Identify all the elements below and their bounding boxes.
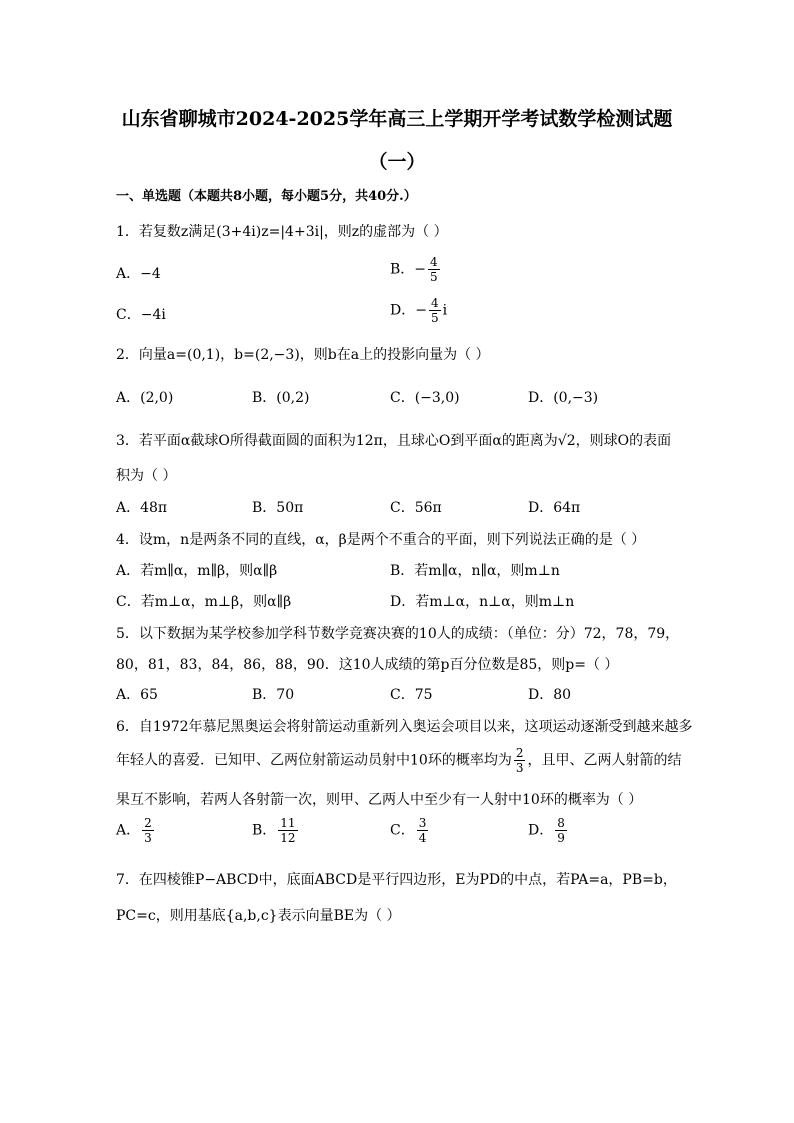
question-7-stem-line2: PC=c，则用基底{a,b,c}表示向量BE为（ ） xyxy=(116,908,401,924)
question-1-option-a: A．−4 xyxy=(116,266,161,282)
question-6-option-c xyxy=(390,816,430,845)
question-3-stem-line1: 3．若平面α截球O所得截面圆的面积为12π，且球心O到平面α的距离为√2，则球O的表面 xyxy=(116,433,672,449)
question-6-option-b xyxy=(252,816,300,845)
fraction xyxy=(142,816,154,845)
fraction xyxy=(428,255,440,284)
question-3-stem-line2: 积为（ ） xyxy=(116,468,177,484)
fraction-numerator: 4 xyxy=(430,296,439,310)
question-5-stem-line2: 80，81，83，84，86，88，90．这10人成绩的第p百分位数是85，则p=（ ） xyxy=(116,657,619,673)
question-2-option-c: C．(−3,0) xyxy=(390,390,460,406)
question-2-option-a: A．(2,0) xyxy=(116,390,174,406)
option-b-prefix: B．− xyxy=(390,261,427,278)
option-label: B． xyxy=(252,822,277,839)
question-5-stem-line1: 5．以下数据为某学校参加学科节数学竞赛决赛的10人的成绩：（单位：分）72，78，79， xyxy=(116,626,680,642)
stem-text: ，且甲、乙两人射箭的结 xyxy=(527,752,682,769)
option-d-suffix: i xyxy=(442,302,448,319)
question-6-stem-line1: 6．自1972年慕尼黑奥运会将射箭运动重新列入奥运会项目以来，这项运动逐渐受到越来越多 xyxy=(116,719,693,735)
question-6-option-a xyxy=(116,816,156,845)
fraction-denominator: 5 xyxy=(430,270,438,284)
question-4-option-a: A．若m∥α，m∥β，则α∥β xyxy=(116,563,278,579)
fraction-denominator: 5 xyxy=(430,311,439,325)
question-4-option-b: B．若m∥α，n∥α，则m⊥n xyxy=(390,563,560,579)
question-1-option-d xyxy=(390,296,447,325)
fraction-numerator: 2 xyxy=(515,746,524,760)
fraction-numerator: 4 xyxy=(430,255,438,269)
question-6-stem-line2 xyxy=(116,746,681,775)
option-label: A． xyxy=(116,822,141,839)
question-1-option-b xyxy=(390,255,442,284)
fraction xyxy=(514,746,526,775)
question-2-option-d: D．(0,−3) xyxy=(528,390,599,406)
fraction-denominator: 4 xyxy=(418,831,427,845)
fraction xyxy=(429,296,441,325)
fraction-numerator: 2 xyxy=(144,816,152,830)
fraction-numerator: 8 xyxy=(557,816,565,830)
question-6-stem-line3: 果互不影响，若两人各射箭一次，则甲、乙两人中至少有一人射中10环的概率为（ ） xyxy=(116,792,643,808)
question-7-stem-line1: 7．在四棱锥P−ABCD中，底面ABCD是平行四边形，E为PD的中点，若PA=a，PB=b， xyxy=(116,872,677,888)
fraction-denominator: 3 xyxy=(144,831,152,845)
fraction-denominator: 12 xyxy=(280,831,296,845)
page-title: 山东省聊城市2024-2025学年高三上学期开学考试数学检测试题 xyxy=(121,108,673,130)
question-1-stem: 1．若复数z满足(3+4i)z=|4+3i|，则z的虚部为（ ） xyxy=(116,224,448,240)
fraction-denominator: 9 xyxy=(557,831,565,845)
question-4-option-c: C．若m⊥α，m⊥β，则α∥β xyxy=(116,594,292,610)
stem-text: 年轻人的喜爱．已知甲、乙两位射箭运动员射中10环的概率均为 xyxy=(116,752,512,769)
question-3-option-b: B．50π xyxy=(252,500,304,516)
question-3-option-d: D．64π xyxy=(528,500,581,516)
fraction-denominator: 3 xyxy=(515,761,524,775)
question-4-stem: 4．设m，n是两条不同的直线，α，β是两个不重合的平面，则下列说法正确的是（ ） xyxy=(116,532,646,548)
question-5-option-a: A．65 xyxy=(116,687,158,703)
fraction-numerator: 11 xyxy=(280,816,296,830)
question-5-option-d: D．80 xyxy=(528,687,572,703)
fraction xyxy=(278,816,297,845)
question-6-option-d xyxy=(528,816,569,845)
fraction-numerator: 3 xyxy=(418,816,427,830)
question-2-stem: 2．向量a=(0,1)，b=(2,−3)，则b在a上的投影向量为（ ） xyxy=(116,347,490,363)
section-heading: 一、单选题（本题共8小题，每小题5分，共40分.） xyxy=(116,189,417,204)
question-4-option-d: D．若m⊥α，n⊥α，则m⊥n xyxy=(390,594,575,610)
fraction xyxy=(417,816,429,845)
question-5-option-c: C．75 xyxy=(390,687,433,703)
question-3-option-a: A．48π xyxy=(116,500,168,516)
question-1-option-c: C．−4i xyxy=(116,307,166,323)
question-5-option-b: B．70 xyxy=(252,687,295,703)
question-2-option-b: B．(0,2) xyxy=(252,390,310,406)
question-3-option-c: C．56π xyxy=(390,500,442,516)
fraction xyxy=(555,816,567,845)
option-label: D． xyxy=(528,822,554,839)
option-label: C． xyxy=(390,822,415,839)
option-d-prefix: D．− xyxy=(390,302,427,319)
page-subtitle: （一） xyxy=(368,151,426,173)
